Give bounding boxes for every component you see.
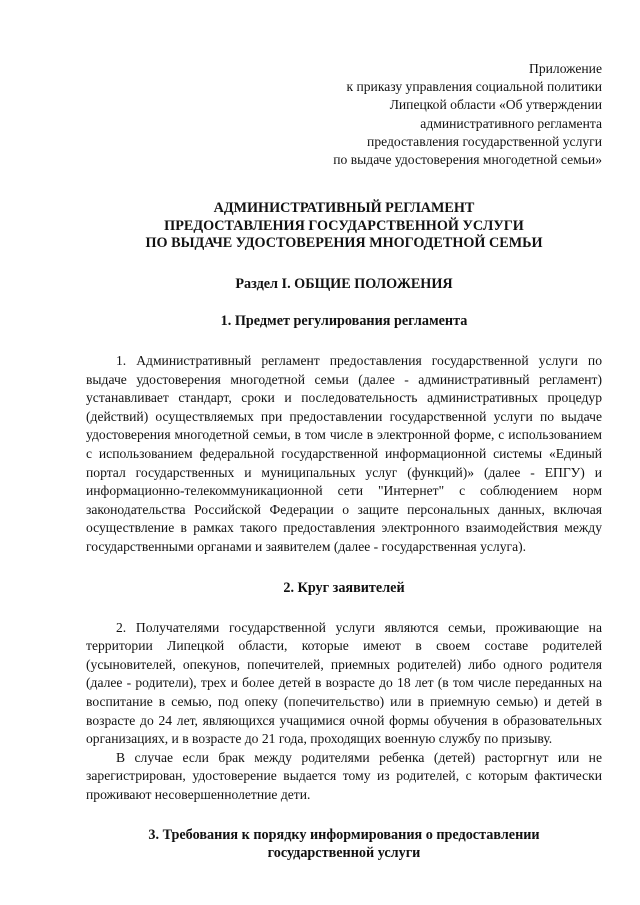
appendix-line: административного регламента: [420, 115, 602, 131]
appendix-line: Приложение: [529, 61, 602, 76]
title-line: ПО ВЫДАЧЕ УДОСТОВЕРЕНИЯ МНОГОДЕТНОЙ СЕМЬИ: [145, 235, 543, 252]
subsection-title-2: 2. Круг заявителей: [283, 579, 405, 596]
appendix-line: к приказу управления социальной политики: [346, 79, 602, 95]
paragraph-2: 2. Получателями государственной услуги являются семьи, проживающие на территории Липецкой области, которые имеют в своем составе родителей (усыновителей, опекунов, попечителей, приемных родителей) либо одного родителя (далее - родители), трех и более детей в возрасте до 18 лет (в том числе переданных на воспитание в семью, под опеку (попечительство) или в приемную семью) и детей в возрасте до 24 лет, являющихся учащимися очной формы обучения в образовательных организациях, и в возрасте до 21 года, проходящих военную службу по призыву.: [86, 619, 602, 747]
document-title: [86, 200, 602, 253]
subsection-title-line: государственной услуги: [267, 845, 421, 862]
appendix-block: [86, 60, 602, 169]
subsection-title-1: 1. Предмет регулирования регламента: [220, 313, 468, 329]
section-title: Раздел I. ОБЩИЕ ПОЛОЖЕНИЯ: [235, 276, 453, 292]
subsection-title-line: 3. Требования к порядку информирования о предоставлении: [148, 827, 540, 844]
appendix-line: Липецкой области «Об утверждении: [389, 97, 602, 113]
paragraph-3: В случае если брак между родителями ребенка (детей) расторгнут или не зарегистрирован, удостоверение выдается тому из родителей, с которым фактически проживают несовершеннолетние дети.: [86, 749, 602, 802]
appendix-line: предоставления государственной услуги: [367, 133, 602, 149]
paragraph-1: 1. Административный регламент предоставления государственной услуги по выдаче удостоверения многодетной семьи (далее - административный регламент) устанавливает стандарт, сроки и последовательность административных процедур (действий) осуществляемых при предоставлении государственной услуги по выдаче удостоверения многодетной семьи, в том числе в электронной форме, с использованием с использованием федеральной государственной информационной системы «Единый портал государственных и муниципальных услуг (функций)» (далее - ЕПГУ) и информационно-телекоммуникационной сети "Интернет" с соблюдением норм законодательства Российской Федерации о защите персональных данных, включая осуществление в рамках такого предоставления электронного взаимодействия между государственными органами и заявителем (далее - государственная услуга).: [86, 353, 602, 554]
title-line: ПРЕДОСТАВЛЕНИЯ ГОСУДАРСТВЕННОЙ УСЛУГИ: [164, 217, 524, 234]
title-line: АДМИНИСТРАТИВНЫЙ РЕГЛАМЕНТ: [213, 200, 475, 217]
appendix-line: по выдаче удостоверения многодетной семьи»: [333, 152, 602, 168]
subsection-title-3: [86, 826, 602, 862]
